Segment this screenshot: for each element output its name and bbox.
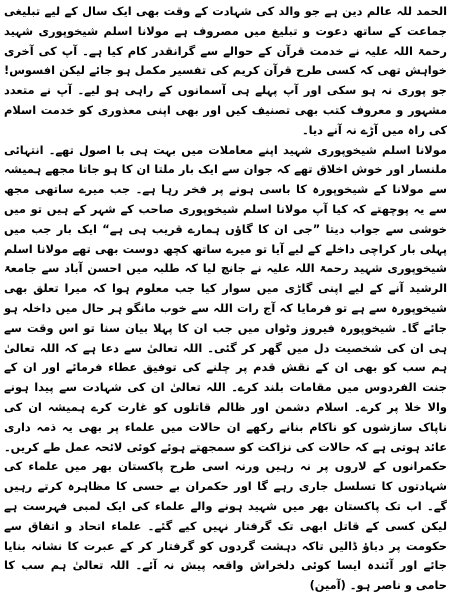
article-paragraph-2: مولانا اسلم شیخوپوری شہید اپنے معاملات میں بہت ہی با اصول تھے۔ انتہائی ملنسار اور خوش اخلاق تھے کہ جوان سے ایک بار ملتا ان کا ہو جاتا مجھے ہمیشہ سے مولانا کے شیخوپورہ کا باسی ہونے پر فخر رہا ہے۔ جب میرے ساتھی مجھ سے یہ پوچھتے کہ کیا آپ مولانا اسلم شیخوپوری صاحب کے شہر کے ہیں تو میں خوشی سے جواب دیتا ”جی ان کا گاؤں ہمارے قریب ہی ہے“ ایک بار جب میں پہلی بار کراچی داخلے کے لیے آیا تو میرے ساتھ کچھ دوست بھی تھے مولانا اسلم شیخوپوری شہید رحمۃ اللہ علیہ نے جانچ لیا کہ طلبہ میں احسن آباد سے جامعۃ الرشید آنے کے لیے اپنی گاڑی میں سوار کیا جب معلوم ہوا کہ میرا تعلق بھی شیخوپورہ سے ہے تو فرمایا کہ آج رات اللہ سے خوب مانگو ہر حال میں داخلہ ہو جائے گا۔ شیخوپورہ فیروز وٹواں میں جب ان کا پہلا بیان سنا تو اس وقت سے ہی ان کی شخصیت دل میں گھر کر گئی۔ اللہ تعالیٰ سے دعا ہے کہ اللہ تعالیٰ ہم سب کو بھی ان کے نقش قدم پر چلنے کی توفیق عطاء فرمائے اور ان کے جنت الفردوس میں مقامات بلند کرے۔ اللہ تعالیٰ ان کی شہادت سے پیدا ہونے والا خلا پر کرے۔ اسلام دشمن اور ظالم قاتلوں کو غارت کرے ہمیشہ ان کی ناپاک سازشوں کو ناکام بنانے رکھے ان حالات میں علماء پر بھی یہ ذمہ داری عائد ہوتی ہے کہ حالات کی نزاکت کو سمجھتے ہوئے کوئی لائحہ عمل طے کریں۔ حکمرانوں کے لاروں پر نہ رہیں ورنہ اسی طرح پاکستان بھر میں علماء کی شہادتوں کا تسلسل جاری رہے گا اور حکمران بے حسی کا مظاہرہ کرتے رہیں گے۔ اب تک پاکستان بھر میں شہید ہونے والے علماء کی ایک لمبی فہرست ہے لیکن کسی کے قاتل ابھی تک گرفتار نہیں کیے گئے۔ علماء اتحاد و اتفاق سے حکومت پر دباؤ ڈالیں تاکہ دہشت گردوں کو گرفتار کر کے عبرت کا نشانہ بنایا جائے اور آئندہ ایسا کوئی دلخراش واقعہ پیش نہ آئے۔ اللہ تعالیٰ ہم سب کا حامی و ناصر ہو۔ (آمین) bbox=[4, 142, 447, 593]
article-paragraph-1: الحمد للہ عالم دین ہے جو والد کی شہادت کے وقت بھی ایک سال کے لیے تبلیغی جماعت کے ساتھ دعوت و تبلیغ میں مصروف ہے مولانا اسلم شیخوپوری شہید رحمۃ اللہ علیہ نے خدمت قرآن کے حوالے سے گرانقدر کام کیا ہے۔ آپ کی آخری خواہش تھی کہ کسی طرح قرآن کریم کی تفسیر مکمل ہو جائے لیکن افسوس! جو پوری نہ ہو سکی اور آپ پہلے ہی آسمانوں کے راہی ہو لیے۔ آپ نے متعدد مشہور و معروف کتب بھی تصنیف کیں اور بھی اپنی معذوری کو خدمت اسلام کی راہ میں آڑے نہ آنے دیا۔ bbox=[4, 4, 447, 137]
